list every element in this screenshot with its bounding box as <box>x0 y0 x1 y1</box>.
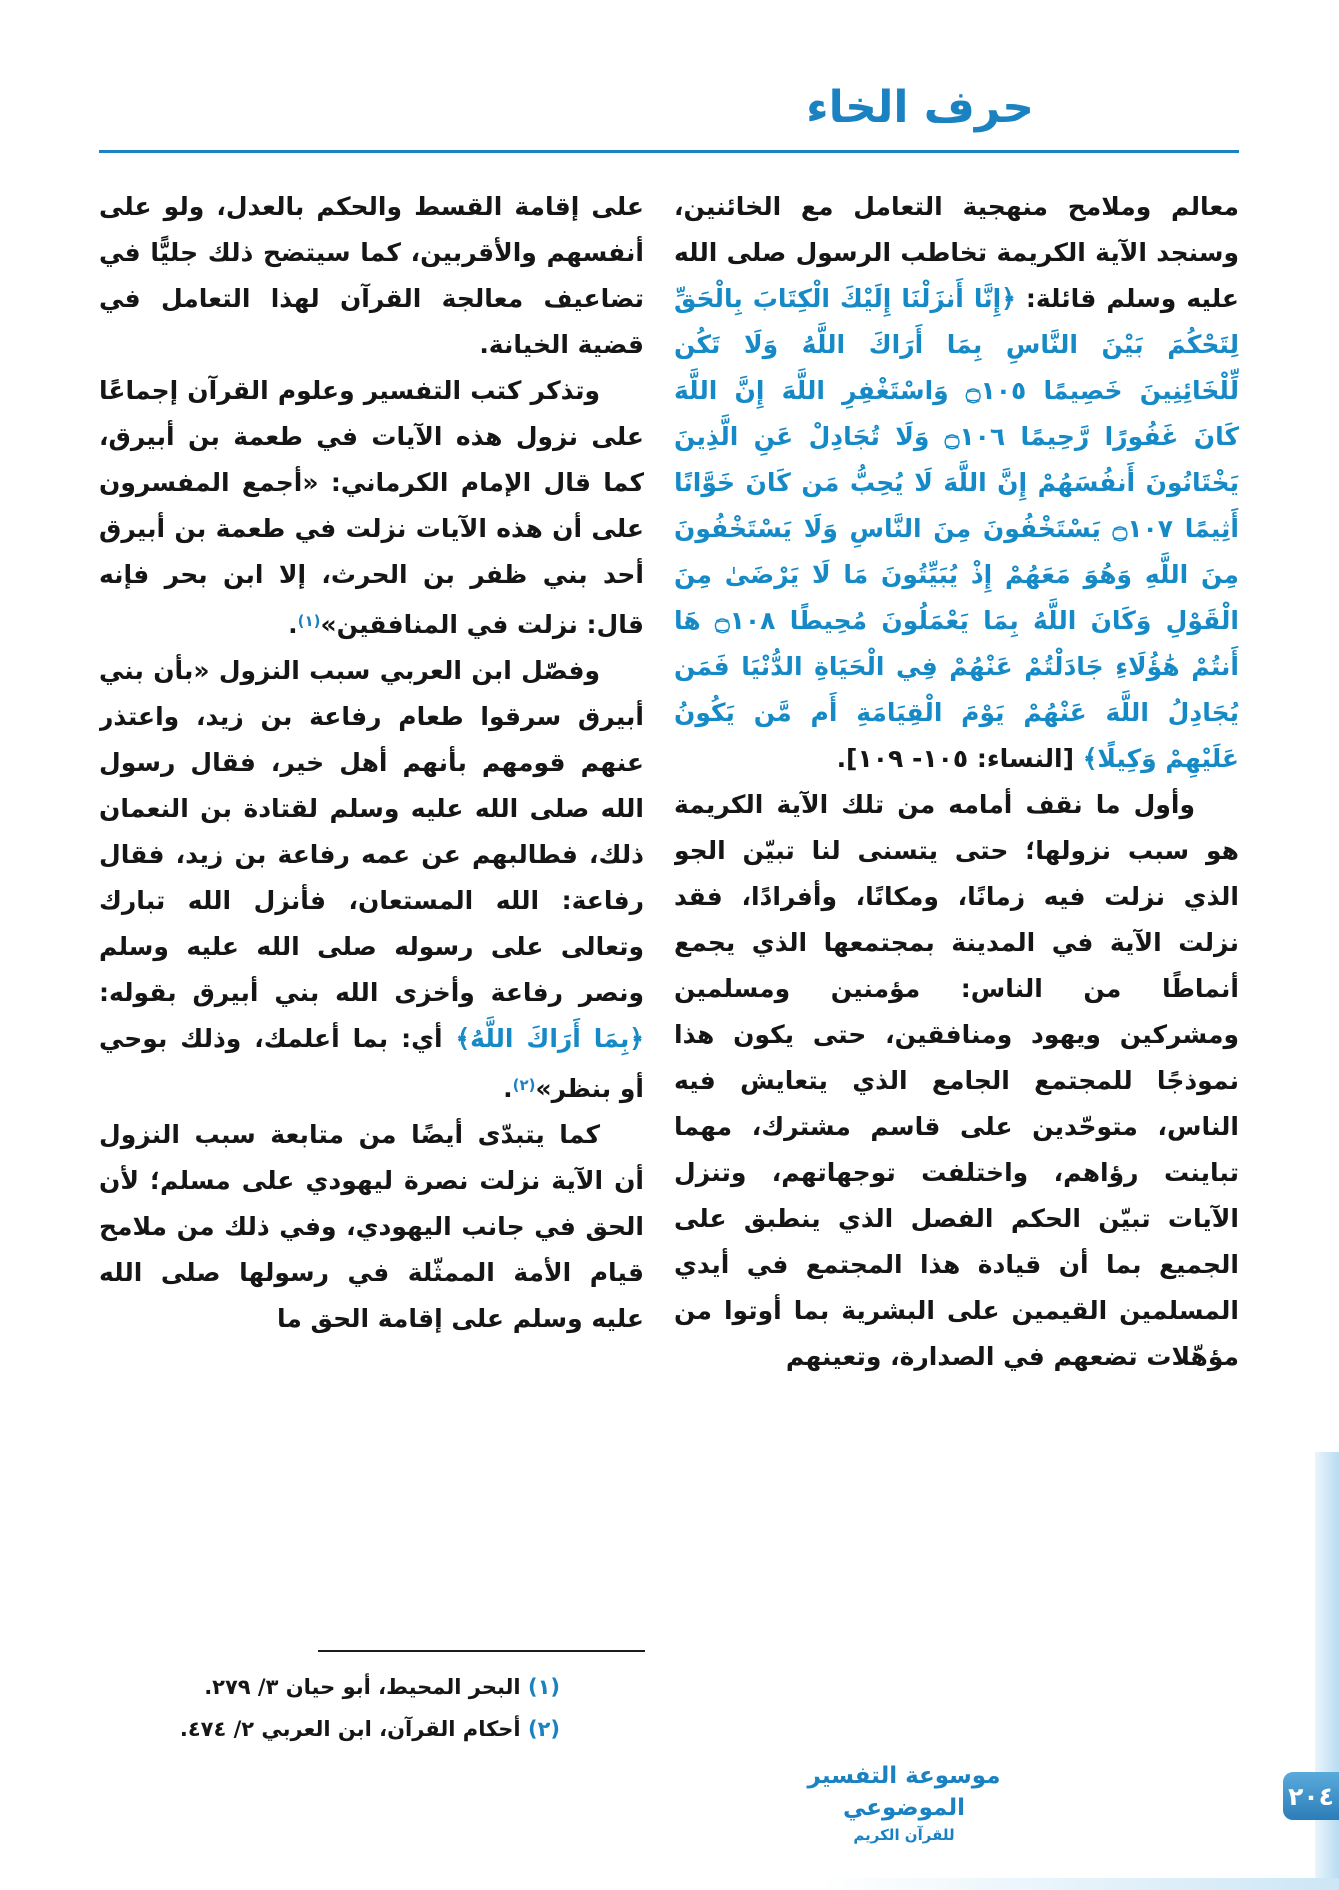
body-text: وفصّل ابن العربي سبب النزول «بأن بني أبيرق سرقوا طعام رفاعة بن زيد، واعتذر عنهم قومهم بأنهم أهل خير، فقال رسول الله صلى الله عليه وسلم لقتادة بن النعمان ذلك، فطالبهم عن عمه رفاعة بن زيد، فقال رفاعة: الله المستعان، فأنزل الله تبارك وتعالى على رسوله صلى الله عليه وسلم ونصر رفاعة وأخزى الله بني أبيرق بقوله: <box>99 656 644 1007</box>
chapter-heading: حرف الخاء <box>806 82 1034 133</box>
series-logo-title: موسوعة التفسير الموضوعي <box>807 1763 1001 1822</box>
footnote-text: أحكام القرآن، ابن العربي ٢/ ٤٧٤. <box>179 1717 521 1741</box>
header-divider <box>99 150 1239 153</box>
series-logo-subtitle: للقرآن الكريم <box>853 1826 955 1845</box>
paragraph: وأول ما نقف أمامه من تلك الآية الكريمة هو سبب نزولها؛ حتى يتسنى لنا تبيّن الجو الذي نزلت فيه زمانًا، ومكانًا، وأفرادًا، فقد نزلت الآية في المدينة بمجتمعها الذي يجمع أنماطًا من الناس: مؤمنين ومسلمين ومشركين ويهود ومنافقين، حتى يكون هذا نموذجًا للمجتمع الجامع الذي يتعايش فيه الناس، متوحّدين على قاسم مشترك، مهما تباينت رؤاهم، واختلفت توجهاتهم، وتنزل الآيات تبيّن الحكم الفصل الذي ينطبق على الجميع بما أن قيادة هذا المجتمع في أيدي المسلمين القيمين على البشرية بما أوتوا من مؤهّلات تضعهم في الصدارة، وتعينهم <box>674 790 1239 1371</box>
verse-citation: [النساء: ١٠٥- ١٠٩]. <box>836 744 1075 773</box>
paragraph: كما يتبدّى أيضًا من متابعة سبب النزول أن الآية نزلت نصرة ليهودي على مسلم؛ لأن الحق في جانب اليهودي، وفي ذلك من ملامح قيام الأمة الممثّلة في رسولها صلى الله عليه وسلم على إقامة الحق ما <box>99 1120 644 1333</box>
body-text: وتذكر كتب التفسير وعلوم القرآن إجماعًا على نزول هذه الآيات في طعمة بن أبيرق، كما قال الإمام الكرماني: «أجمع المفسرون على أن هذه الآيات نزلت في طعمة بن أبيرق أحد بني ظفر بن الحرث، إلا ابن بحر فإنه قال: نزلت في المنافقين» <box>99 376 644 639</box>
quran-quote: ﴿بِمَا أَرَاكَ اللَّهُ﴾ <box>455 1024 644 1053</box>
footnote-number: (١) <box>527 1675 560 1699</box>
paragraph: على إقامة القسط والحكم بالعدل، ولو على أنفسهم والأقربين، كما سيتضح ذلك جليًّا في تضاعيف معالجة القرآن لهذا التعامل في قضية الخيانة. <box>99 192 644 359</box>
body-text: أي: بما أعلمك، وذلك بوحي أو بنظر» <box>99 1024 644 1103</box>
paragraph <box>99 648 644 1112</box>
footnote-reference-1: (١) <box>297 612 321 630</box>
paragraph <box>99 368 644 648</box>
page-bottom-band <box>819 1878 1339 1890</box>
right-column <box>674 184 1239 1650</box>
series-logo <box>799 1760 1009 1844</box>
footnote-2 <box>100 1708 645 1750</box>
body-text: معالم وملامح منهجية التعامل مع الخائنين، وسنجد الآية الكريمة تخاطب الرسول صلى الله عليه وسلم قائلة: <box>674 192 1239 313</box>
footnote-number: (٢) <box>527 1717 560 1741</box>
footnote-1 <box>100 1666 645 1708</box>
footnotes-block <box>100 1650 645 1750</box>
page-number-badge <box>1283 1772 1339 1820</box>
body-text: . <box>288 610 298 639</box>
page-number: ٢٠٤ <box>1288 1781 1334 1811</box>
body-text: . <box>503 1074 513 1103</box>
left-column <box>99 184 644 1650</box>
two-column-text <box>99 184 1239 1650</box>
footnote-divider <box>318 1650 645 1652</box>
footnote-text: البحر المحيط، أبو حيان ٣/ ٢٧٩. <box>204 1675 521 1699</box>
page-edge-band <box>1315 1452 1339 1890</box>
quran-verse: ﴿إِنَّا أَنزَلْنَا إِلَيْكَ الْكِتَابَ بِالْحَقِّ لِتَحْكُمَ بَيْنَ النَّاسِ بِمَا أَرَاكَ اللَّهُ وَلَا تَكُن لِّلْخَائِنِينَ خَصِيمًا ۝١٠٥ وَاسْتَغْفِرِ اللَّهَ إِنَّ اللَّهَ كَانَ غَفُورًا رَّحِيمًا ۝١٠٦ وَلَا تُجَادِلْ عَنِ الَّذِينَ يَخْتَانُونَ أَنفُسَهُمْ إِنَّ اللَّهَ لَا يُحِبُّ مَن كَانَ خَوَّانًا أَثِيمًا ۝١٠٧ يَسْتَخْفُونَ مِنَ النَّاسِ وَلَا يَسْتَخْفُونَ مِنَ اللَّهِ وَهُوَ مَعَهُمْ إِذْ يُبَيِّتُونَ مَا لَا يَرْضَىٰ مِنَ الْقَوْلِ وَكَانَ اللَّهُ بِمَا يَعْمَلُونَ مُحِيطًا ۝١٠٨ هَا أَنتُمْ هَٰؤُلَاءِ جَادَلْتُمْ عَنْهُمْ فِي الْحَيَاةِ الدُّنْيَا فَمَن يُجَادِلُ اللَّهَ عَنْهُمْ يَوْمَ الْقِيَامَةِ أَم مَّن يَكُونُ عَلَيْهِمْ وَكِيلًا﴾ <box>674 284 1239 773</box>
paragraph-intro <box>674 184 1239 782</box>
footnote-reference-2: (٢) <box>512 1076 536 1094</box>
